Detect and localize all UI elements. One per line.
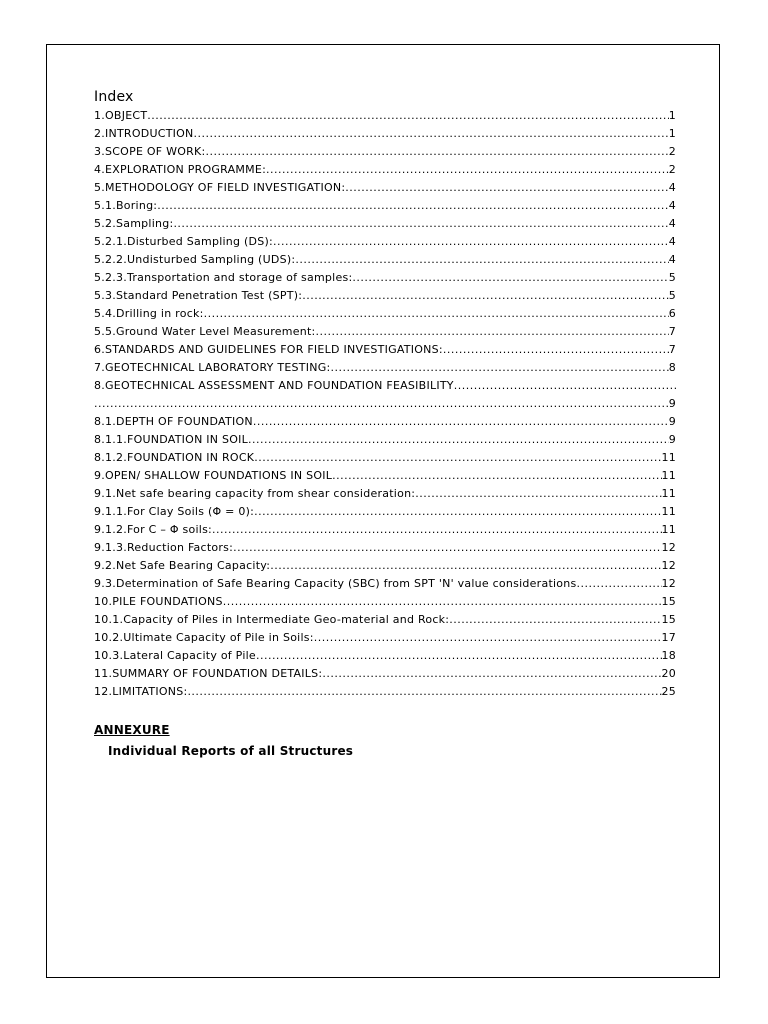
- toc-entry-title: 2.INTRODUCTION: [94, 127, 194, 140]
- toc-dot-leader: [415, 485, 661, 503]
- toc-dot-leader: [205, 143, 668, 161]
- toc-dot-leader: [454, 377, 676, 395]
- toc-entry: [94, 233, 676, 251]
- toc-entry: [94, 395, 676, 413]
- toc-dot-leader: [254, 449, 661, 467]
- toc-dot-leader: [352, 269, 668, 287]
- toc-dot-leader: [233, 539, 661, 557]
- toc-entry-page: 12: [661, 541, 676, 554]
- toc-entry-page: 25: [661, 685, 676, 698]
- toc-dot-leader: [147, 107, 668, 125]
- toc-entry-title: 9.OPEN/ SHALLOW FOUNDATIONS IN SOIL: [94, 469, 333, 482]
- toc-dot-leader: [345, 179, 668, 197]
- toc-entry-title: 5.5.Ground Water Level Measurement:: [94, 325, 316, 338]
- toc-entry: [94, 539, 676, 557]
- toc-dot-leader: [94, 395, 669, 413]
- toc-entry-page: 18: [661, 649, 676, 662]
- toc-entry-page: 6: [668, 307, 676, 320]
- toc-entry: [94, 287, 676, 305]
- toc-entry-title: 8.1.1.FOUNDATION IN SOIL: [94, 433, 249, 446]
- toc-entry: [94, 629, 676, 647]
- toc-entry: [94, 431, 676, 449]
- toc-entry-page: 1: [668, 109, 676, 122]
- toc-entry-page: 7: [668, 343, 676, 356]
- toc-entry: [94, 593, 676, 611]
- toc-entry-title: 5.3.Standard Penetration Test (SPT):: [94, 289, 303, 302]
- index-title: Index: [94, 89, 134, 105]
- toc-dot-leader: [270, 557, 661, 575]
- toc-entry-page: 15: [661, 595, 676, 608]
- toc-dot-leader: [332, 467, 661, 485]
- toc-entry-page: 9: [668, 397, 676, 410]
- toc-entry-title: 10.1.Capacity of Piles in Intermediate Geo-material and Rock:: [94, 613, 450, 626]
- toc-dot-leader: [187, 683, 661, 701]
- toc-entry: [94, 377, 676, 395]
- toc-entry-page: 20: [661, 667, 676, 680]
- toc-dot-leader: [315, 323, 668, 341]
- toc-dot-leader: [248, 431, 669, 449]
- toc-entry: [94, 269, 676, 287]
- toc-entry: [94, 107, 676, 125]
- toc-entry-page: 7: [668, 325, 676, 338]
- toc-entry-title: 3.SCOPE OF WORK:: [94, 145, 206, 158]
- toc-entry-title: 8.1.DEPTH OF FOUNDATION: [94, 415, 253, 428]
- toc-entry: [94, 305, 676, 323]
- toc-dot-leader: [253, 413, 669, 431]
- toc-entry-page: 2: [668, 145, 676, 158]
- toc-dot-leader: [314, 629, 662, 647]
- toc-entry: [94, 557, 676, 575]
- toc-entry-page: 11: [661, 451, 676, 464]
- toc-entry-page: 4: [668, 253, 676, 266]
- toc-entry-title: 8.GEOTECHNICAL ASSESSMENT AND FOUNDATION FEASIBILITY: [94, 379, 454, 392]
- toc-entry: [94, 341, 676, 359]
- toc-entry-title: 10.PILE FOUNDATIONS: [94, 595, 223, 608]
- toc-entry: [94, 521, 676, 539]
- toc-entry-page: 1: [668, 127, 676, 140]
- toc-entry-page: 17: [661, 631, 676, 644]
- toc-entry-page: 4: [668, 217, 676, 230]
- toc-dot-leader: [330, 359, 668, 377]
- toc-dot-leader: [223, 593, 662, 611]
- toc-entry: [94, 161, 676, 179]
- toc-entry-title: 5.2.Sampling:: [94, 217, 174, 230]
- toc-entry-page: 5: [668, 271, 676, 284]
- toc-entry: [94, 467, 676, 485]
- toc-dot-leader: [273, 233, 669, 251]
- annexure-item: Individual Reports of all Structures: [108, 744, 354, 758]
- toc-entry-page: 4: [668, 199, 676, 212]
- toc-entry-title: 9.1.1.For Clay Soils (Φ = 0):: [94, 505, 255, 518]
- toc-entry: [94, 215, 676, 233]
- toc-entry-title: 4.EXPLORATION PROGRAMME:: [94, 163, 267, 176]
- toc-dot-leader: [194, 125, 669, 143]
- toc-entry-title: 1.OBJECT: [94, 109, 148, 122]
- toc-entry-title: 10.2.Ultimate Capacity of Pile in Soils:: [94, 631, 314, 644]
- toc-entry: [94, 413, 676, 431]
- toc-entry: [94, 683, 676, 701]
- toc-dot-leader: [322, 665, 661, 683]
- toc-dot-leader: [266, 161, 669, 179]
- toc-entry-title: 9.1.2.For C – Φ soils:: [94, 523, 213, 536]
- toc-entry-title: 9.2.Net Safe Bearing Capacity:: [94, 559, 271, 572]
- toc-entry-title: 5.1.Boring:: [94, 199, 158, 212]
- toc-entry-page: 9: [668, 433, 676, 446]
- toc-entry: [94, 503, 676, 521]
- toc-entry-page: 2: [668, 163, 676, 176]
- toc-entry-title: 5.2.3.Transportation and storage of samples:: [94, 271, 353, 284]
- toc-entry-title: 5.4.Drilling in rock:: [94, 307, 204, 320]
- toc-entry-title: 5.2.2.Undisturbed Sampling (UDS):: [94, 253, 296, 266]
- toc-entry: [94, 197, 676, 215]
- toc-dot-leader: [204, 305, 669, 323]
- toc-entry-page: 8: [668, 361, 676, 374]
- toc-entry: [94, 665, 676, 683]
- toc-dot-leader: [157, 197, 668, 215]
- toc-entry-title: 12.LIMITATIONS:: [94, 685, 188, 698]
- toc-dot-leader: [449, 611, 661, 629]
- toc-entry: [94, 251, 676, 269]
- toc-entry-page: 11: [661, 487, 676, 500]
- toc-entry-title: 11.SUMMARY OF FOUNDATION DETAILS:: [94, 667, 323, 680]
- toc-entry-title: 5.METHODOLOGY OF FIELD INVESTIGATION:: [94, 181, 346, 194]
- toc-entry-page: 11: [661, 505, 676, 518]
- toc-dot-leader: [256, 647, 662, 665]
- toc-entry-page: 9: [668, 415, 676, 428]
- toc-dot-leader: [443, 341, 669, 359]
- toc-entry: [94, 125, 676, 143]
- toc-entry-title: 5.2.1.Disturbed Sampling (DS):: [94, 235, 274, 248]
- toc-entry: [94, 323, 676, 341]
- toc-entry-title: 6.STANDARDS AND GUIDELINES FOR FIELD INVESTIGATIONS:: [94, 343, 443, 356]
- toc-dot-leader: [295, 251, 668, 269]
- toc-entry-page: 5: [668, 289, 676, 302]
- toc-entry-title: 7.GEOTECHNICAL LABORATORY TESTING:: [94, 361, 331, 374]
- toc-entry-title: 9.3.Determination of Safe Bearing Capacity (SBC) from SPT 'N' value considerations: [94, 577, 577, 590]
- toc-entry: [94, 143, 676, 161]
- toc-entry-title: 8.1.2.FOUNDATION IN ROCK: [94, 451, 255, 464]
- toc-entry-title: 9.1.Net safe bearing capacity from shear consideration:: [94, 487, 416, 500]
- toc-entry-page: 4: [668, 235, 676, 248]
- toc-entry: [94, 611, 676, 629]
- toc-entry: [94, 359, 676, 377]
- toc-dot-leader: [577, 575, 662, 593]
- toc-entry-page: 15: [661, 613, 676, 626]
- toc-entry: [94, 575, 676, 593]
- toc-dot-leader: [254, 503, 661, 521]
- toc-entry: [94, 647, 676, 665]
- toc-entry-page: 4: [668, 181, 676, 194]
- toc-entry-page: 11: [661, 469, 676, 482]
- annexure-heading: ANNEXURE: [94, 723, 170, 737]
- toc-entry-title: 9.1.3.Reduction Factors:: [94, 541, 234, 554]
- toc-entry-page: 12: [661, 559, 676, 572]
- toc-dot-leader: [302, 287, 669, 305]
- toc-entry: [94, 485, 676, 503]
- toc-entry-page: 12: [661, 577, 676, 590]
- toc-entry-page: 11: [661, 523, 676, 536]
- document-content: [94, 88, 676, 760]
- table-of-contents: [94, 107, 676, 701]
- toc-entry: [94, 179, 676, 197]
- toc-entry: [94, 449, 676, 467]
- toc-dot-leader: [212, 521, 661, 539]
- toc-dot-leader: [173, 215, 668, 233]
- toc-entry-title: 10.3.Lateral Capacity of Pile: [94, 649, 256, 662]
